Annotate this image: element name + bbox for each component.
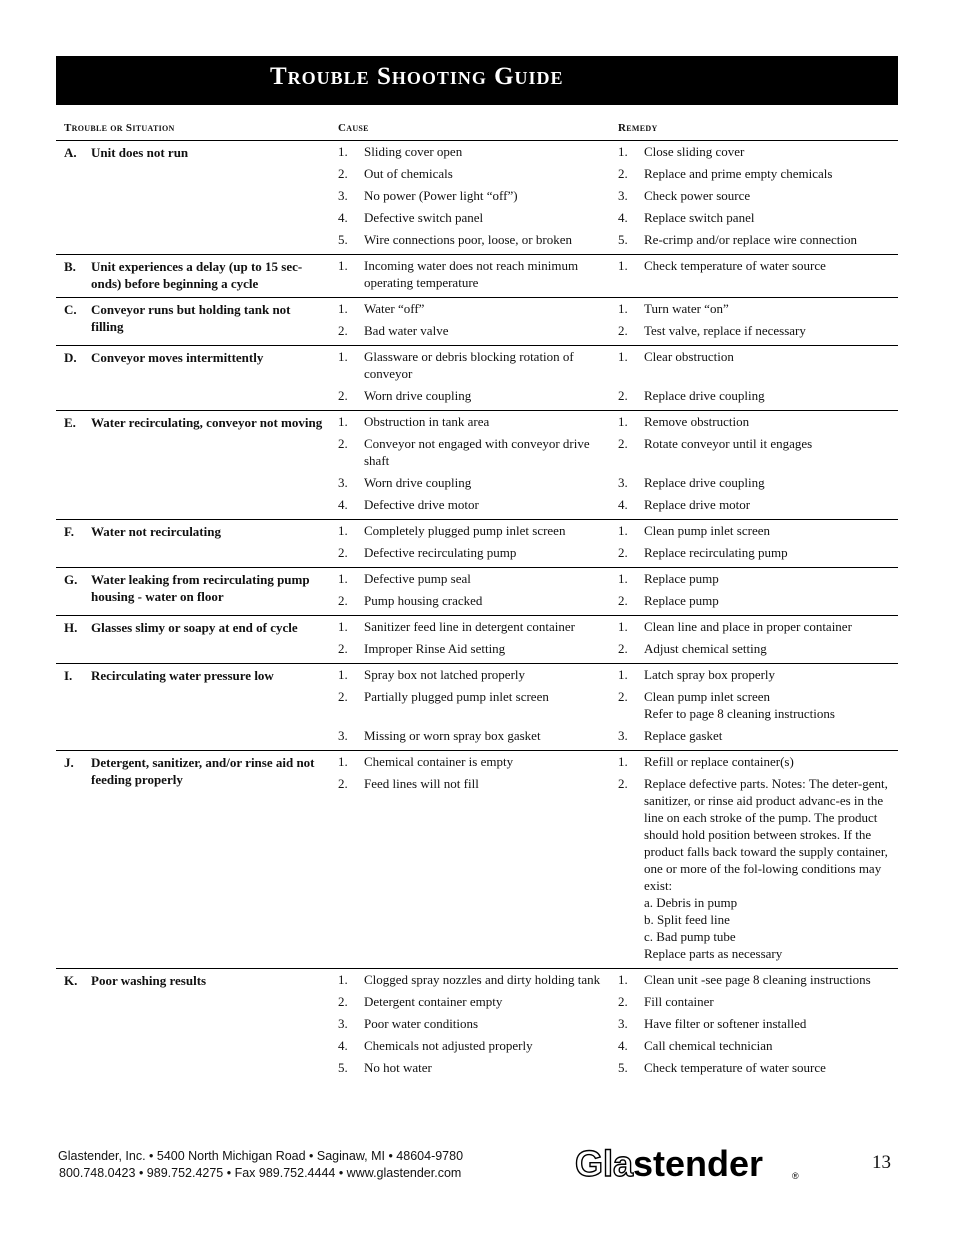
remedy-cell [618, 1037, 898, 1054]
cause-cell [338, 1059, 618, 1076]
cause-cell [338, 640, 618, 657]
cause-text: Bad water valve [364, 323, 449, 338]
table-row [56, 616, 898, 664]
remedy-text: Turn water “on” [644, 301, 729, 316]
cause-number: 2. [338, 545, 348, 560]
table-row [56, 255, 898, 298]
cause-remedy-pair [338, 522, 898, 539]
cause-remedy-pair [338, 640, 898, 657]
remedy-number: 2. [618, 388, 628, 403]
remedy-number: 3. [618, 728, 628, 743]
remedy-number: 3. [618, 1016, 628, 1031]
table-row [56, 298, 898, 346]
cause-text: Defective pump seal [364, 571, 471, 586]
remedy-number: 4. [618, 497, 628, 512]
page-number: 13 [872, 1152, 891, 1173]
cause-number: 2. [338, 593, 348, 608]
cause-number: 4. [338, 210, 348, 225]
cause-remedy-pair [338, 209, 898, 226]
remedy-number: 2. [618, 436, 628, 451]
cause-cell [338, 727, 618, 744]
remedy-number: 1. [618, 301, 628, 316]
cause-number: 2. [338, 388, 348, 403]
table-row [56, 568, 898, 616]
remedy-cell [618, 143, 898, 160]
remedy-cell [618, 257, 898, 291]
trouble-letter: D. [64, 350, 77, 365]
table-body [56, 141, 898, 1082]
trouble-text: Water leaking from recirculating pump housing - water on floor [91, 572, 310, 604]
header-trouble: Trouble or Situation [64, 122, 175, 134]
trouble-cell [56, 971, 338, 1081]
remedy-text: Latch spray box properly [644, 667, 776, 682]
remedy-cell [618, 348, 898, 382]
registered-mark: ® [792, 1171, 799, 1181]
cause-text: Partially plugged pump inlet screen [364, 689, 549, 704]
cause-number: 5. [338, 232, 348, 247]
trouble-table [56, 118, 898, 1082]
remedy-cell [618, 300, 898, 317]
remedy-text: Replace gasket [644, 728, 723, 743]
cause-remedy-pair [338, 1037, 898, 1054]
cause-text: Chemical container is empty [364, 754, 514, 769]
remedy-text: Replace and prime empty chemicals [644, 166, 833, 181]
logo-outline-text: Gla [575, 1143, 634, 1184]
cause-number: 1. [338, 667, 348, 682]
table-row [56, 141, 898, 255]
remedy-text: Clean line and place in proper container [644, 619, 852, 634]
cause-number: 4. [338, 1038, 348, 1053]
remedy-number: 2. [618, 641, 628, 656]
cause-remedy-pair [338, 753, 898, 770]
remedy-text: Replace drive motor [644, 497, 751, 512]
remedy-text: Replace recirculating pump [644, 545, 788, 560]
cause-text: Incoming water does not reach minimum operating temperature [364, 258, 579, 290]
cause-cell [338, 300, 618, 317]
remedy-text: Adjust chemical setting [644, 641, 767, 656]
remedy-text: Replace drive coupling [644, 388, 765, 403]
cause-remedy-pair [338, 435, 898, 469]
cause-number: 3. [338, 728, 348, 743]
trouble-letter: B. [64, 259, 76, 274]
cause-number: 1. [338, 144, 348, 159]
cause-number: 1. [338, 571, 348, 586]
remedy-cell [618, 413, 898, 430]
cause-remedy-pair [338, 474, 898, 491]
cause-cell [338, 618, 618, 635]
trouble-letter: G. [64, 572, 78, 587]
trouble-cell [56, 522, 338, 566]
footer [58, 1148, 463, 1182]
remedy-cell [618, 231, 898, 248]
cause-remedy-pair [338, 496, 898, 513]
trouble-cell [56, 300, 338, 344]
cause-remedy-pair [338, 544, 898, 561]
cause-text: Obstruction in tank area [364, 414, 490, 429]
remedy-number: 2. [618, 323, 628, 338]
cause-number: 1. [338, 414, 348, 429]
cause-cell [338, 753, 618, 770]
cause-number: 1. [338, 349, 348, 364]
cause-remedy-pair [338, 688, 898, 722]
cause-cell [338, 387, 618, 404]
trouble-letter: I. [64, 668, 73, 683]
cause-text: Completely plugged pump inlet screen [364, 523, 566, 538]
remedy-cell [618, 688, 898, 722]
footer-contact: 800.748.0423 • 989.752.4275 • Fax 989.752.4444 • www.glastender.com [59, 1166, 462, 1180]
trouble-cell [56, 413, 338, 518]
remedy-text: Clean unit -see page 8 cleaning instructions [644, 972, 871, 987]
cause-cell [338, 666, 618, 683]
table-row [56, 346, 898, 411]
cause-number: 2. [338, 776, 348, 791]
remedy-number: 1. [618, 414, 628, 429]
cause-cell [338, 1015, 618, 1032]
cause-cell [338, 165, 618, 182]
remedy-text: Clean pump inlet screen [644, 523, 770, 538]
cause-number: 2. [338, 166, 348, 181]
trouble-cell [56, 753, 338, 967]
remedy-cell [618, 165, 898, 182]
remedy-number: 3. [618, 188, 628, 203]
cause-cell [338, 522, 618, 539]
cause-text: Defective switch panel [364, 210, 484, 225]
cause-number: 4. [338, 497, 348, 512]
cause-remedy-pair [338, 322, 898, 339]
trouble-text: Glasses slimy or soapy at end of cycle [91, 620, 298, 635]
cause-cell [338, 209, 618, 226]
cause-text: Feed lines will not fill [364, 776, 479, 791]
cause-remedy-pair [338, 387, 898, 404]
trouble-cell [56, 618, 338, 662]
remedy-number: 2. [618, 545, 628, 560]
cause-cell [338, 993, 618, 1010]
remedy-text: Refill or replace container(s) [644, 754, 794, 769]
remedy-cell [618, 1059, 898, 1076]
remedy-cell [618, 522, 898, 539]
cause-text: Chemicals not adjusted properly [364, 1038, 533, 1053]
remedy-cell [618, 727, 898, 744]
remedy-cell [618, 592, 898, 609]
cause-remedy-pair [338, 618, 898, 635]
remedy-cell [618, 496, 898, 513]
trouble-letter: J. [64, 755, 74, 770]
cause-text: Pump housing cracked [364, 593, 483, 608]
cause-text: Sanitizer feed line in detergent container [364, 619, 575, 634]
cause-number: 2. [338, 641, 348, 656]
cause-text: Spray box not latched properly [364, 667, 526, 682]
cause-number: 5. [338, 1060, 348, 1075]
remedy-number: 3. [618, 475, 628, 490]
cause-remedy-pair [338, 570, 898, 587]
cause-text: Conveyor not engaged with conveyor drive shaft [364, 436, 590, 468]
remedy-number: 1. [618, 144, 628, 159]
remedy-number: 1. [618, 523, 628, 538]
trouble-cell [56, 257, 338, 296]
cause-cell [338, 413, 618, 430]
remedy-number: 4. [618, 1038, 628, 1053]
cause-cell [338, 143, 618, 160]
cause-cell [338, 496, 618, 513]
cause-text: Defective drive motor [364, 497, 479, 512]
remedy-number: 1. [618, 258, 628, 273]
cause-remedy-pair [338, 727, 898, 744]
cause-text: Glassware or debris blocking rotation of conveyor [364, 349, 574, 381]
cause-remedy-pair [338, 413, 898, 430]
remedy-text: Replace pump [644, 571, 719, 586]
cause-text: Worn drive coupling [364, 475, 472, 490]
remedy-cell [618, 322, 898, 339]
cause-cell [338, 322, 618, 339]
header-cause: Cause [338, 122, 369, 134]
remedy-text: Check power source [644, 188, 751, 203]
cause-remedy-pair [338, 993, 898, 1010]
remedy-cell [618, 570, 898, 587]
cause-text: Clogged spray nozzles and dirty holding tank [364, 972, 601, 987]
trouble-letter: A. [64, 145, 77, 160]
table-row [56, 520, 898, 568]
remedy-text: Rotate conveyor until it engages [644, 436, 813, 451]
remedy-text: Check temperature of water source [644, 258, 826, 273]
table-row [56, 411, 898, 520]
remedy-text: Replace defective parts. Notes: The deter-gent, sanitizer, or rinse aid product advanc-es in the line on each stroke of the pump. The product should hold position between strokes. If the product falls back toward the supply container, one or more of the fol-lowing conditions may exist: a. Debris in pump b. Split feed line c. Bad pump tube Replace parts as necessary [644, 776, 888, 961]
cause-remedy-pair [338, 300, 898, 317]
remedy-number: 2. [618, 994, 628, 1009]
remedy-cell [618, 544, 898, 561]
cause-cell [338, 688, 618, 722]
table-row [56, 969, 898, 1082]
cause-cell [338, 592, 618, 609]
cause-cell [338, 187, 618, 204]
cause-number: 1. [338, 301, 348, 316]
trouble-cell [56, 143, 338, 253]
cause-text: Worn drive coupling [364, 388, 472, 403]
trouble-text: Unit experiences a delay (up to 15 sec-onds) before beginning a cycle [91, 259, 303, 291]
cause-number: 3. [338, 475, 348, 490]
cause-remedy-pair [338, 666, 898, 683]
remedy-number: 1. [618, 667, 628, 682]
cause-remedy-pair [338, 775, 898, 962]
remedy-number: 2. [618, 689, 628, 704]
remedy-number: 5. [618, 1060, 628, 1075]
cause-number: 1. [338, 972, 348, 987]
cause-text: Detergent container empty [364, 994, 503, 1009]
remedy-cell [618, 775, 898, 962]
cause-text: Out of chemicals [364, 166, 453, 181]
remedy-number: 1. [618, 619, 628, 634]
remedy-number: 2. [618, 593, 628, 608]
cause-number: 3. [338, 188, 348, 203]
remedy-cell [618, 1015, 898, 1032]
cause-number: 1. [338, 258, 348, 273]
remedy-text: Re-crimp and/or replace wire connection [644, 232, 857, 247]
remedy-number: 2. [618, 776, 628, 791]
cause-remedy-pair [338, 231, 898, 248]
cause-cell [338, 971, 618, 988]
remedy-text: Replace switch panel [644, 210, 755, 225]
cause-cell [338, 775, 618, 962]
trouble-letter: C. [64, 302, 77, 317]
remedy-text: Clear obstruction [644, 349, 734, 364]
cause-cell [338, 544, 618, 561]
remedy-text: Clean pump inlet screen Refer to page 8 cleaning instructions [644, 689, 835, 721]
cause-cell [338, 435, 618, 469]
cause-remedy-pair [338, 187, 898, 204]
remedy-number: 2. [618, 166, 628, 181]
cause-remedy-pair [338, 1059, 898, 1076]
cause-text: No power (Power light “off”) [364, 188, 518, 203]
trouble-cell [56, 570, 338, 614]
trouble-letter: H. [64, 620, 78, 635]
cause-remedy-pair [338, 348, 898, 382]
cause-remedy-pair [338, 143, 898, 160]
trouble-cell [56, 348, 338, 409]
cause-cell [338, 257, 618, 291]
trouble-letter: F. [64, 524, 74, 539]
cause-remedy-pair [338, 165, 898, 182]
cause-text: Poor water conditions [364, 1016, 479, 1031]
cause-remedy-pair [338, 257, 898, 291]
header-remedy: Remedy [618, 122, 658, 134]
remedy-text: Check temperature of water source [644, 1060, 826, 1075]
cause-cell [338, 231, 618, 248]
trouble-text: Conveyor runs but holding tank not filling [91, 302, 291, 334]
cause-number: 1. [338, 619, 348, 634]
remedy-cell [618, 435, 898, 469]
cause-number: 2. [338, 994, 348, 1009]
table-row [56, 664, 898, 751]
cause-text: Missing or worn spray box gasket [364, 728, 541, 743]
remedy-number: 1. [618, 571, 628, 586]
remedy-text: Call chemical technician [644, 1038, 773, 1053]
remedy-cell [618, 640, 898, 657]
remedy-number: 1. [618, 972, 628, 987]
remedy-cell [618, 753, 898, 770]
remedy-text: Have filter or softener installed [644, 1016, 807, 1031]
trouble-text: Water not recirculating [91, 524, 221, 539]
remedy-cell [618, 387, 898, 404]
logo-solid-text: stender [633, 1143, 764, 1184]
footer-address: Glastender, Inc. • 5400 North Michigan Road • Saginaw, MI • 48604-9780 [58, 1149, 464, 1163]
trouble-letter: K. [64, 973, 78, 988]
remedy-cell [618, 618, 898, 635]
trouble-text: Poor washing results [91, 973, 207, 988]
remedy-cell [618, 187, 898, 204]
remedy-text: Remove obstruction [644, 414, 750, 429]
cause-cell [338, 348, 618, 382]
remedy-cell [618, 474, 898, 491]
remedy-text: Replace drive coupling [644, 475, 765, 490]
title-bar [56, 56, 898, 105]
cause-text: Wire connections poor, loose, or broken [364, 232, 572, 247]
remedy-number: 1. [618, 349, 628, 364]
cause-cell [338, 570, 618, 587]
remedy-cell [618, 666, 898, 683]
cause-number: 1. [338, 754, 348, 769]
remedy-text: Close sliding cover [644, 144, 745, 159]
cause-remedy-pair [338, 1015, 898, 1032]
trouble-text: Water recirculating, conveyor not moving [91, 415, 323, 430]
trouble-text: Recirculating water pressure low [91, 668, 274, 683]
cause-text: No hot water [364, 1060, 432, 1075]
cause-remedy-pair [338, 971, 898, 988]
trouble-text: Unit does not run [91, 145, 189, 160]
remedy-text: Fill container [644, 994, 714, 1009]
cause-cell [338, 474, 618, 491]
cause-text: Sliding cover open [364, 144, 463, 159]
cause-number: 2. [338, 689, 348, 704]
cause-text: Water “off” [364, 301, 425, 316]
trouble-text: Conveyor moves intermittently [91, 350, 264, 365]
remedy-number: 4. [618, 210, 628, 225]
remedy-cell [618, 971, 898, 988]
remedy-number: 1. [618, 754, 628, 769]
cause-number: 2. [338, 436, 348, 451]
trouble-letter: E. [64, 415, 76, 430]
page-title: Trouble Shooting Guide [270, 63, 564, 90]
remedy-cell [618, 209, 898, 226]
remedy-text: Replace pump [644, 593, 719, 608]
glastender-logo [575, 1143, 805, 1185]
cause-text: Improper Rinse Aid setting [364, 641, 506, 656]
table-header [56, 118, 898, 141]
remedy-cell [618, 993, 898, 1010]
table-row [56, 751, 898, 969]
remedy-number: 5. [618, 232, 628, 247]
cause-number: 3. [338, 1016, 348, 1031]
remedy-text: Test valve, replace if necessary [644, 323, 806, 338]
cause-text: Defective recirculating pump [364, 545, 517, 560]
cause-number: 2. [338, 323, 348, 338]
trouble-cell [56, 666, 338, 749]
cause-remedy-pair [338, 592, 898, 609]
cause-cell [338, 1037, 618, 1054]
trouble-text: Detergent, sanitizer, and/or rinse aid not feeding properly [91, 755, 315, 787]
cause-number: 1. [338, 523, 348, 538]
